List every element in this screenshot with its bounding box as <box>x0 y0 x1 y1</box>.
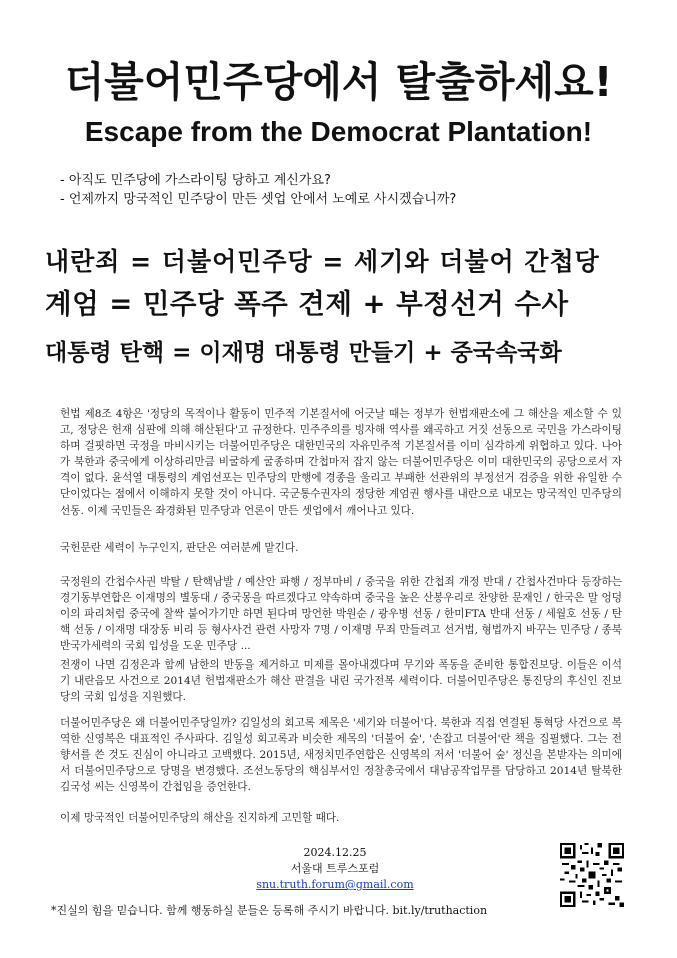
paragraph-6: 이제 망국적인 더불어민주당의 해산을 진지하게 고민할 때다. <box>60 812 340 824</box>
footer-email-wrap <box>170 877 500 893</box>
main-title-english: Escape from the Democrat Plantation! <box>84 116 593 147</box>
subtitle-line-1: - 아직도 민주당에 가스라이팅 당하고 계신가요? <box>60 173 331 188</box>
paragraph-2: 국헌문란 세력이 누구인지, 판단은 여러분께 맡긴다. <box>60 542 299 554</box>
footer-organization: 서울대 트루스포럼 <box>290 862 380 875</box>
paragraph-5: 더불어민주당은 왜 더불어민주당일까? 김일성의 회고록 제목은 '세기와 더불어'다. 북한과 직접 연결된 통혁당 사건으로 복역한 신영복은 대표적인 주사파다. 김일성 회고록과 비슷한 제목의 '더불어 숲', '손잡고 더불어'란 책을 집필했다. 그는 전향서를 쓴 것도 진심이 아니라고 고백했다. 2015년, 새정치민주연합은 신영복의 저서 '더불어 숲' 정신을 본받자는 의미에서 더불어민주당으로 당명을 변경했다. 조선노동당의 핵심부서인 정찰총국에서 대남공작업무를 담당하고 2014년 탈북한 김국성 씨는 신영복이 간첩임을 증언한다. <box>60 717 622 794</box>
paragraph-4: 전쟁이 나면 김정은과 함께 남한의 반동을 제거하고 미제를 몰아내겠다며 무기와 폭동을 준비한 통합진보당. 이들은 이석기 내란음모 사건으로 2014년 헌법재판소가 해산 판결을 내린 국가전복 세력이다. 더불어민주당은 통진당의 후신인 진보당의 국회 입성을 지원했다. <box>60 659 622 704</box>
footer-email-link[interactable]: snu.truth.forum@gmail.com <box>256 878 414 891</box>
subtitle-line-2: - 언제까지 망국적인 민주당이 만든 셋업 안에서 노예로 사시겠습니까? <box>60 192 457 207</box>
equation-line-3: 대통령 탄핵 = 이재명 대통령 만들기 + 중국속국화 <box>45 340 562 366</box>
footer-date: 2024.12.25 <box>303 846 367 859</box>
paragraph-1: 헌법 제8조 4항은 '정당의 목적이나 활동이 민주적 기본질서에 어긋날 때는 정부가 헌법재판소에 그 해산을 제소할 수 있고, 정당은 헌재 심판에 의해 해산된다'고 규정한다. 민주주의를 빙자해 역사를 왜곡하고 거짓 선동으로 국민을 가스라이팅하며 걸핏하면 국정을 마비시키는 더불어민주당은 대한민국의 자유민주적 기본질서를 이미 심각하게 위협하고 있다. 나아가 북한과 중국에게 이상하리만큼 비굴하게 굴종하며 간첩마저 잡지 않는 더불어민주당은 이미 대한민국의 공당으로서 자격이 없다. 윤석열 대통령의 계엄선포는 민주당의 만행에 경종을 울리고 부패한 선관위의 부정선거 검증을 위한 유일한 수단이었다는 점에서 이해하지 못할 것이 아니다. 국군통수권자의 정당한 계엄권 행사를 내란으로 내모는 망국적인 민주당의 선동. 이제 국민들은 좌경화된 민주당과 언론이 만든 셋업에서 깨어나고 있다. <box>60 408 622 517</box>
qr-code[interactable] <box>560 843 624 907</box>
paragraph-3: 국정원의 간첩수사권 박탈 / 탄핵남발 / 예산안 파행 / 정부마비 / 중국을 위한 간첩죄 개정 반대 / 간첩사건마다 등장하는 경기동부연합은 이재명의 별동대 / 중국몽을 따르겠다고 약속하며 중국을 높은 산봉우리로 찬양한 문재인 / 한국은 말 엉덩이의 파리처럼 중국에 찰싹 붙어가기만 하면 된다며 망언한 박원순 / 광우병 선동 / 한미FTA 반대 선동 / 세월호 선동 / 탄핵 선동 / 이재명 대장동 비리 등 형사사건 관련 사망자 7명 / 이재명 무죄 만들려고 선거법, 형법까지 바꾸는 민주당 / 종북 반국가세력의 국회 입성을 도운 민주당 ... <box>60 576 622 653</box>
equation-line-1: 내란죄 = 더불어민주당 = 세기와 더불어 간첩당 <box>45 247 600 276</box>
equation-line-2: 계엄 = 민주당 폭주 견제 + 부정선거 수사 <box>45 288 569 320</box>
bottom-note: *진실의 힘을 믿습니다. 함께 행동하실 분들은 등록해 주시기 바랍니다. bit.ly/truthaction <box>51 904 488 917</box>
main-title-korean: 더불어민주당에서 탈출하세요! <box>64 58 613 106</box>
